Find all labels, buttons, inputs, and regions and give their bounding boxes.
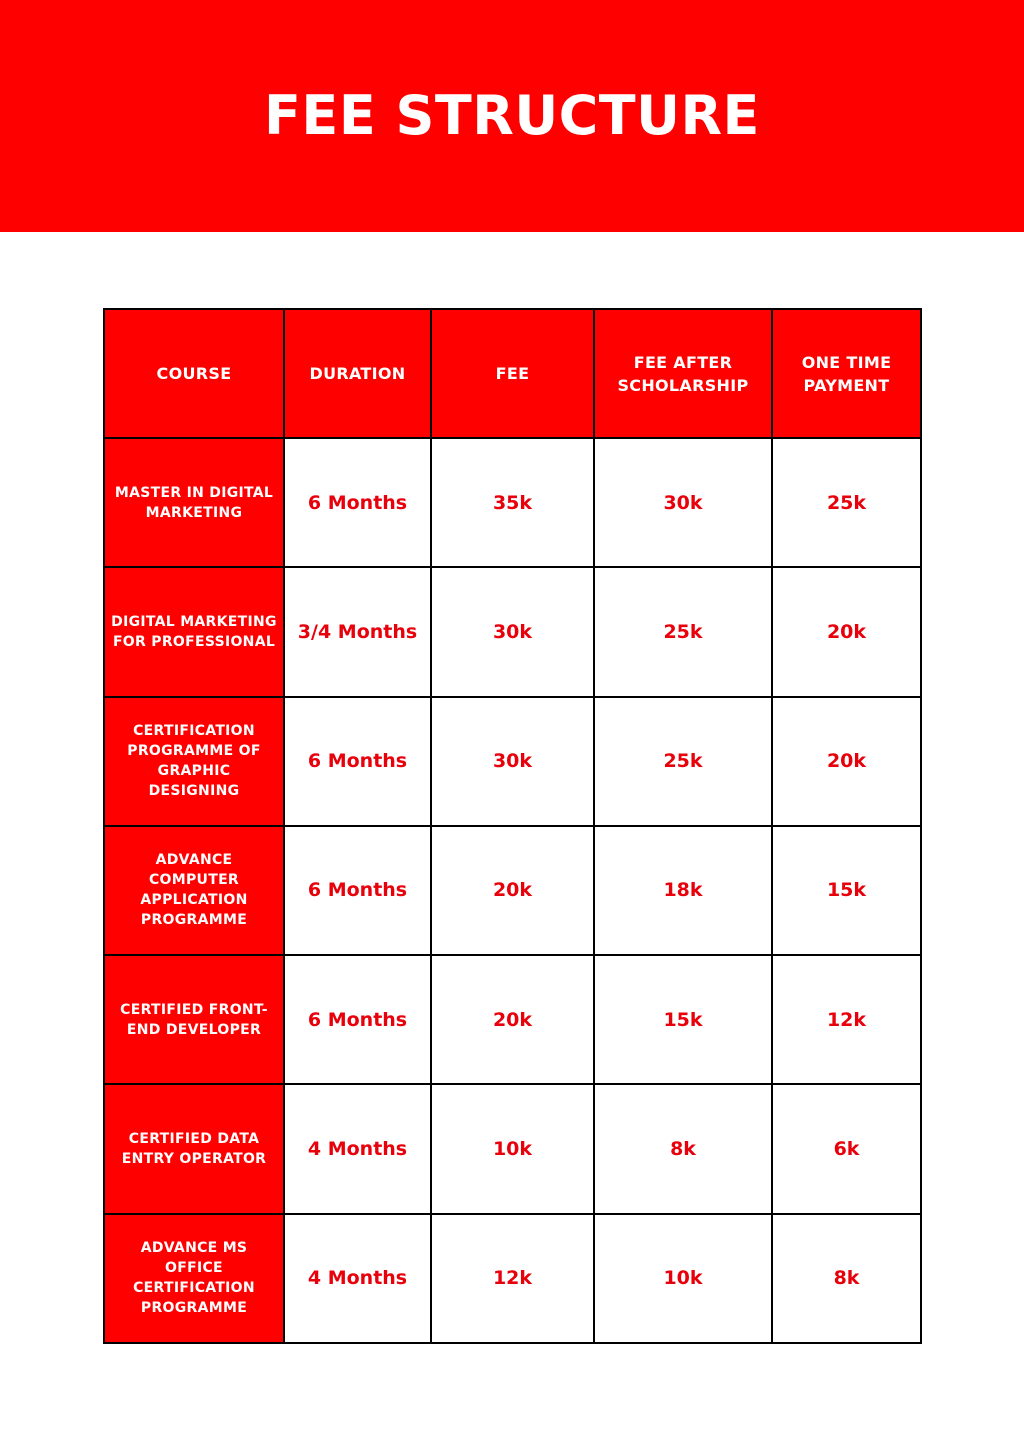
duration-cell: 6 Months <box>284 697 431 826</box>
fee-cell: 20k <box>431 955 594 1084</box>
table-row <box>104 955 921 1084</box>
fee-after-scholarship-cell: 18k <box>594 826 772 955</box>
header-duration: DURATION <box>284 309 431 438</box>
fee-after-scholarship-cell: 15k <box>594 955 772 1084</box>
fee-cell: 30k <box>431 697 594 826</box>
fee-cell: 10k <box>431 1084 594 1213</box>
course-name: CERTIFIED FRONT-END DEVELOPER <box>104 955 284 1084</box>
header-banner <box>0 0 1024 232</box>
course-name: ADVANCE COMPUTER APPLICATION PROGRAMME <box>104 826 284 955</box>
fee-table <box>103 308 922 1344</box>
header-fee-after-scholarship: FEE AFTER SCHOLARSHIP <box>594 309 772 438</box>
fee-after-scholarship-cell: 25k <box>594 567 772 696</box>
course-name: CERTIFIED DATA ENTRY OPERATOR <box>104 1084 284 1213</box>
table-header-row <box>104 309 921 438</box>
fee-cell: 20k <box>431 826 594 955</box>
table-row <box>104 826 921 955</box>
one-time-payment-cell: 12k <box>772 955 921 1084</box>
table-row <box>104 1084 921 1213</box>
fee-after-scholarship-cell: 30k <box>594 438 772 567</box>
duration-cell: 6 Months <box>284 438 431 567</box>
table-row <box>104 567 921 696</box>
one-time-payment-cell: 20k <box>772 697 921 826</box>
duration-cell: 6 Months <box>284 955 431 1084</box>
duration-cell: 6 Months <box>284 826 431 955</box>
one-time-payment-cell: 6k <box>772 1084 921 1213</box>
one-time-payment-cell: 8k <box>772 1214 921 1343</box>
table-row <box>104 438 921 567</box>
header-fee: FEE <box>431 309 594 438</box>
one-time-payment-cell: 25k <box>772 438 921 567</box>
header-course: COURSE <box>104 309 284 438</box>
course-name: ADVANCE MS OFFICE CERTIFICATION PROGRAMME <box>104 1214 284 1343</box>
page-title: FEE STRUCTURE <box>264 84 760 147</box>
fee-after-scholarship-cell: 10k <box>594 1214 772 1343</box>
course-name: CERTIFICATION PROGRAMME OF GRAPHIC DESIGNING <box>104 697 284 826</box>
duration-cell: 4 Months <box>284 1214 431 1343</box>
fee-after-scholarship-cell: 8k <box>594 1084 772 1213</box>
one-time-payment-cell: 20k <box>772 567 921 696</box>
table-row <box>104 1214 921 1343</box>
header-one-time-payment: ONE TIME PAYMENT <box>772 309 921 438</box>
fee-cell: 35k <box>431 438 594 567</box>
duration-cell: 4 Months <box>284 1084 431 1213</box>
fee-after-scholarship-cell: 25k <box>594 697 772 826</box>
fee-cell: 30k <box>431 567 594 696</box>
course-name: DIGITAL MARKETING FOR PROFESSIONAL <box>104 567 284 696</box>
duration-cell: 3/4 Months <box>284 567 431 696</box>
table-row <box>104 697 921 826</box>
fee-cell: 12k <box>431 1214 594 1343</box>
course-name: MASTER IN DIGITAL MARKETING <box>104 438 284 567</box>
one-time-payment-cell: 15k <box>772 826 921 955</box>
